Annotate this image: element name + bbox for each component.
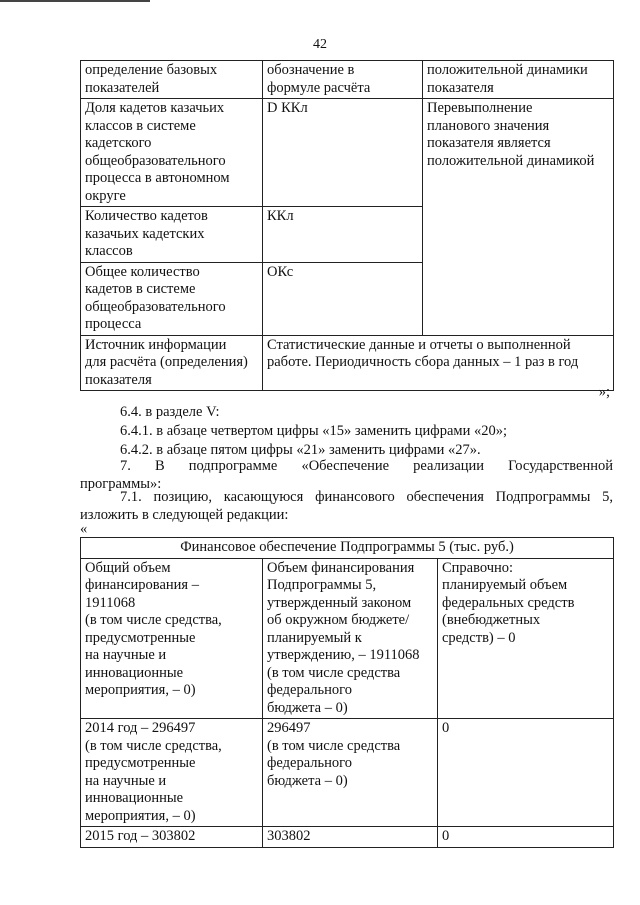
table-row xyxy=(81,827,614,848)
table-cell: 2015 год – 303802 xyxy=(81,827,263,848)
table-cell: ОКс xyxy=(263,262,423,335)
table-row xyxy=(81,558,614,719)
table-cell: Справочно: планируемый объем федеральных средств (внебюджетных средств) – 0 xyxy=(438,558,614,719)
paragraph: 7.1. позицию, касающуюся финансового обеспечения Подпрограммы 5, изложить в следующей редакции: xyxy=(80,489,613,523)
table-cell: 296497 (в том числе средства федерального бюджета – 0) xyxy=(263,719,438,827)
table-cell: D ККл xyxy=(263,99,423,207)
table-cell: Общий объем финансирования – 1911068 (в том числе средства, предусмотренные на научные и инновационные мероприятия, – 0) xyxy=(81,558,263,719)
closing-quote: »; xyxy=(598,384,610,400)
paragraph: 6.4.2. в абзаце пятом цифры «21» заменить цифрами «27». xyxy=(120,442,481,458)
financing-table xyxy=(80,537,614,848)
opening-quote: « xyxy=(80,521,88,537)
table-cell: положительной динамики показателя xyxy=(423,61,614,99)
paragraph: 6.4. в разделе V: xyxy=(120,404,220,420)
table-cell: 0 xyxy=(438,827,614,848)
financing-table-title: Финансовое обеспечение Подпрограммы 5 (тыс. руб.) xyxy=(81,538,614,559)
table-row xyxy=(81,61,614,99)
table-header-row xyxy=(81,538,614,559)
table-cell: Объем финансирования Подпрограммы 5, утвержденный законом об окружном бюджете/ планируемый к утверждению, – 1911068 (в том числе средства федерального бюджета – 0) xyxy=(263,558,438,719)
paragraph: 6.4.1. в абзаце четвертом цифры «15» заменить цифрами «20»; xyxy=(120,423,507,439)
table-cell: ККл xyxy=(263,207,423,263)
table-cell: Перевыполнение планового значения показателя является положительной динамикой xyxy=(423,99,614,336)
table-cell: 2014 год – 296497 (в том числе средства, предусмотренные на научные и инновационные мероприятия, – 0) xyxy=(81,719,263,827)
table-cell: Доля кадетов казачьих классов в системе кадетского общеобразовательного процесса в автономном округе xyxy=(81,99,263,207)
table-cell: определение базовых показателей xyxy=(81,61,263,99)
indicator-table xyxy=(80,60,614,391)
table-row xyxy=(81,335,614,391)
table-cell: Количество кадетов казачьих кадетских классов xyxy=(81,207,263,263)
table-row xyxy=(81,719,614,827)
table-cell: обозначение в формуле расчёта xyxy=(263,61,423,99)
table-cell: Общее количество кадетов в системе общеобразовательного процесса xyxy=(81,262,263,335)
table-cell: 0 xyxy=(438,719,614,827)
table-row xyxy=(81,99,614,207)
source-text-cell: Статистические данные и отчеты о выполненной работе. Периодичность сбора данных – 1 раз в год xyxy=(263,335,614,391)
page-number: 42 xyxy=(313,37,327,52)
paragraph: 7. В подпрограмме «Обеспечение реализации Государственной программы»: xyxy=(80,458,613,492)
source-label-cell: Источник информации для расчёта (определения) показателя xyxy=(81,335,263,391)
table-cell: 303802 xyxy=(263,827,438,848)
top-corner-line xyxy=(0,0,150,2)
